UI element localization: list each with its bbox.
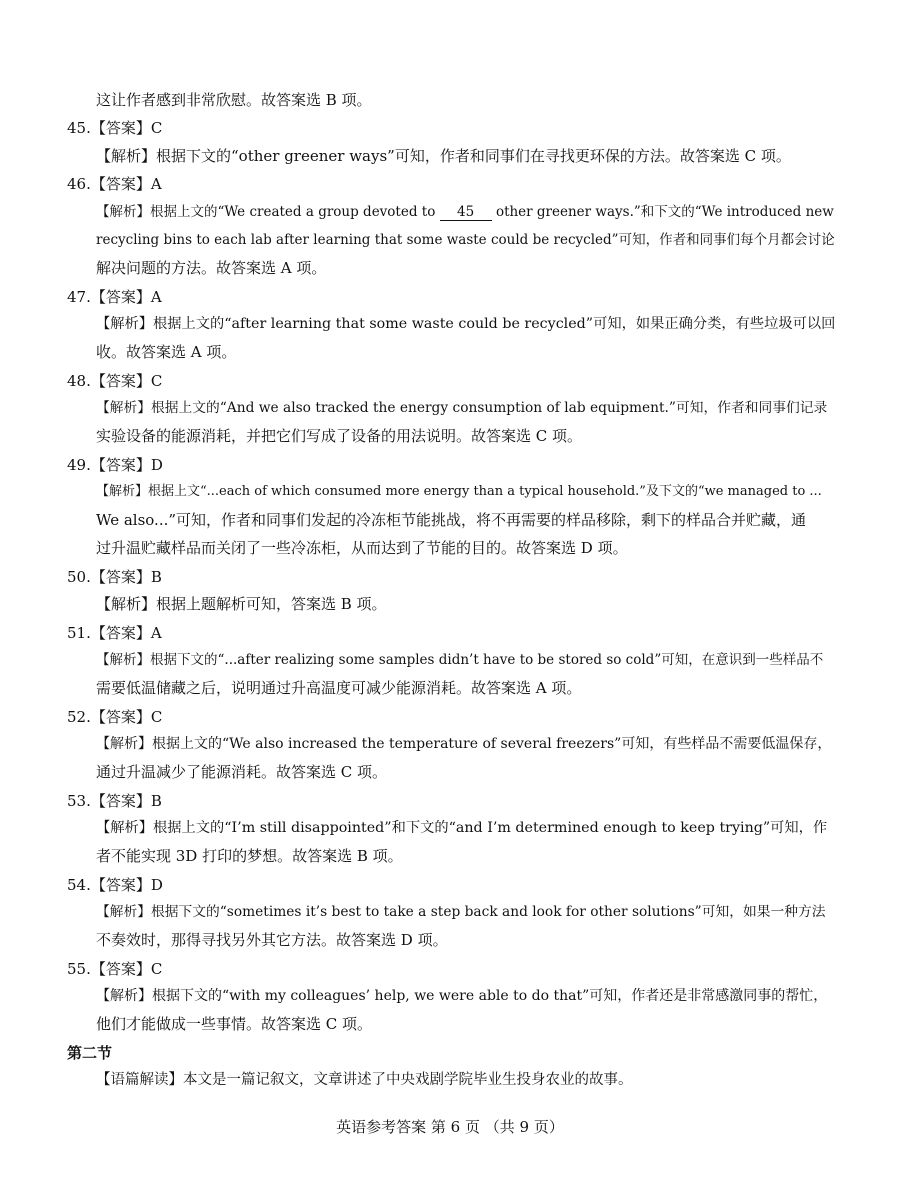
analysis-46-line-3: 解决问题的方法。故答案选 A 项。 (96, 259, 327, 277)
answer-55: 55.【答案】C (67, 960, 163, 978)
analysis-48-line-2: 实验设备的能源消耗，并把它们写成了设备的用法说明。故答案选 C 项。 (96, 427, 583, 445)
analysis-46-prefix: 【解析】根据上文的“We created a group devoted to (96, 204, 436, 220)
analysis-52-line-2: 通过升温减少了能源消耗。故答案选 C 项。 (96, 763, 388, 781)
reading-note: 【语篇解读】本文是一篇记叙文，文章讲述了中央戏剧学院毕业生投身农业的故事。 (96, 1072, 633, 1088)
analysis-46-line-1 (96, 202, 834, 222)
analysis-52-line-1: 【解析】根据上文的“We also increased the temperature of several freezers”可知，有些样品不需要低温保存， (96, 736, 832, 752)
analysis-53-line-1: 【解析】根据上文的“I’m still disappointed”和下文的“and I’m determined enough to keep trying”可知，作 (96, 820, 828, 836)
analysis-49-line-2: We also...”可知，作者和同事们发起的冷冻柜节能挑战，将不再需要的样品移除，剩下的样品合并贮藏，通 (96, 511, 807, 529)
answer-49: 49.【答案】D (67, 456, 163, 474)
analysis-50-line-1: 【解析】根据上题解析可知，答案选 B 项。 (96, 595, 387, 613)
answer-46: 46.【答案】A (67, 175, 162, 193)
answer-53: 53.【答案】B (67, 792, 162, 810)
analysis-51-line-1: 【解析】根据下文的“...after realizing some samples didn’t have to be stored so cold”可知，在意识到一些样品不 (96, 652, 824, 668)
answer-54: 54.【答案】D (67, 876, 163, 894)
analysis-47-line-2: 收。故答案选 A 项。 (96, 343, 237, 361)
analysis-48-line-1: 【解析】根据上文的“And we also tracked the energy consumption of lab equipment.”可知，作者和同事们记录 (96, 400, 828, 416)
analysis-55-line-2: 他们才能做成一些事情。故答案选 C 项。 (96, 1015, 373, 1033)
answer-51: 51.【答案】A (67, 624, 162, 642)
analysis-55-line-1: 【解析】根据下文的“with my colleagues’ help, we were able to do that”可知，作者还是非常感激同事的帮忙， (96, 988, 828, 1004)
page-footer: 英语参考答案 第 6 页 （共 9 页） (336, 1118, 564, 1136)
intro-line: 这让作者感到非常欣慰。故答案选 B 项。 (96, 91, 372, 109)
analysis-54-line-1: 【解析】根据下文的“sometimes it’s best to take a step back and look for other solutions”可知，如果一种方法 (96, 904, 826, 920)
blank-45: 45 (440, 204, 492, 221)
answer-52: 52.【答案】C (67, 708, 163, 726)
answer-45: 45.【答案】C (67, 119, 163, 137)
answer-48: 48.【答案】C (67, 372, 163, 390)
analysis-49-line-3: 过升温贮藏样品而关闭了一些冷冻柜，从而达到了节能的目的。故答案选 D 项。 (96, 539, 628, 557)
analysis-45-line-1: 【解析】根据下文的“other greener ways”可知，作者和同事们在寻找更环保的方法。故答案选 C 项。 (96, 147, 791, 165)
analysis-53-line-2: 者不能实现 3D 打印的梦想。故答案选 B 项。 (96, 847, 403, 865)
analysis-47-line-1: 【解析】根据上文的“after learning that some waste could be recycled”可知，如果正确分类，有些垃圾可以回 (96, 316, 836, 332)
answer-50: 50.【答案】B (67, 568, 162, 586)
analysis-51-line-2: 需要低温储藏之后，说明通过升高温度可减少能源消耗。故答案选 A 项。 (96, 679, 582, 697)
analysis-46-line-2: recycling bins to each lab after learning that some waste could be recycled”可知，作者和同事们每个月都会讨论 (96, 232, 835, 248)
answer-47: 47.【答案】A (67, 288, 162, 306)
section-title: 第二节 (67, 1044, 113, 1062)
analysis-54-line-2: 不奏效时，那得寻找另外其它方法。故答案选 D 项。 (96, 931, 448, 949)
analysis-49-line-1: 【解析】根据上文“...each of which consumed more energy than a typical household.”及下文的“we managed to ... (96, 484, 822, 499)
analysis-46-suffix: other greener ways.”和下文的“We introduced new (495, 204, 834, 220)
